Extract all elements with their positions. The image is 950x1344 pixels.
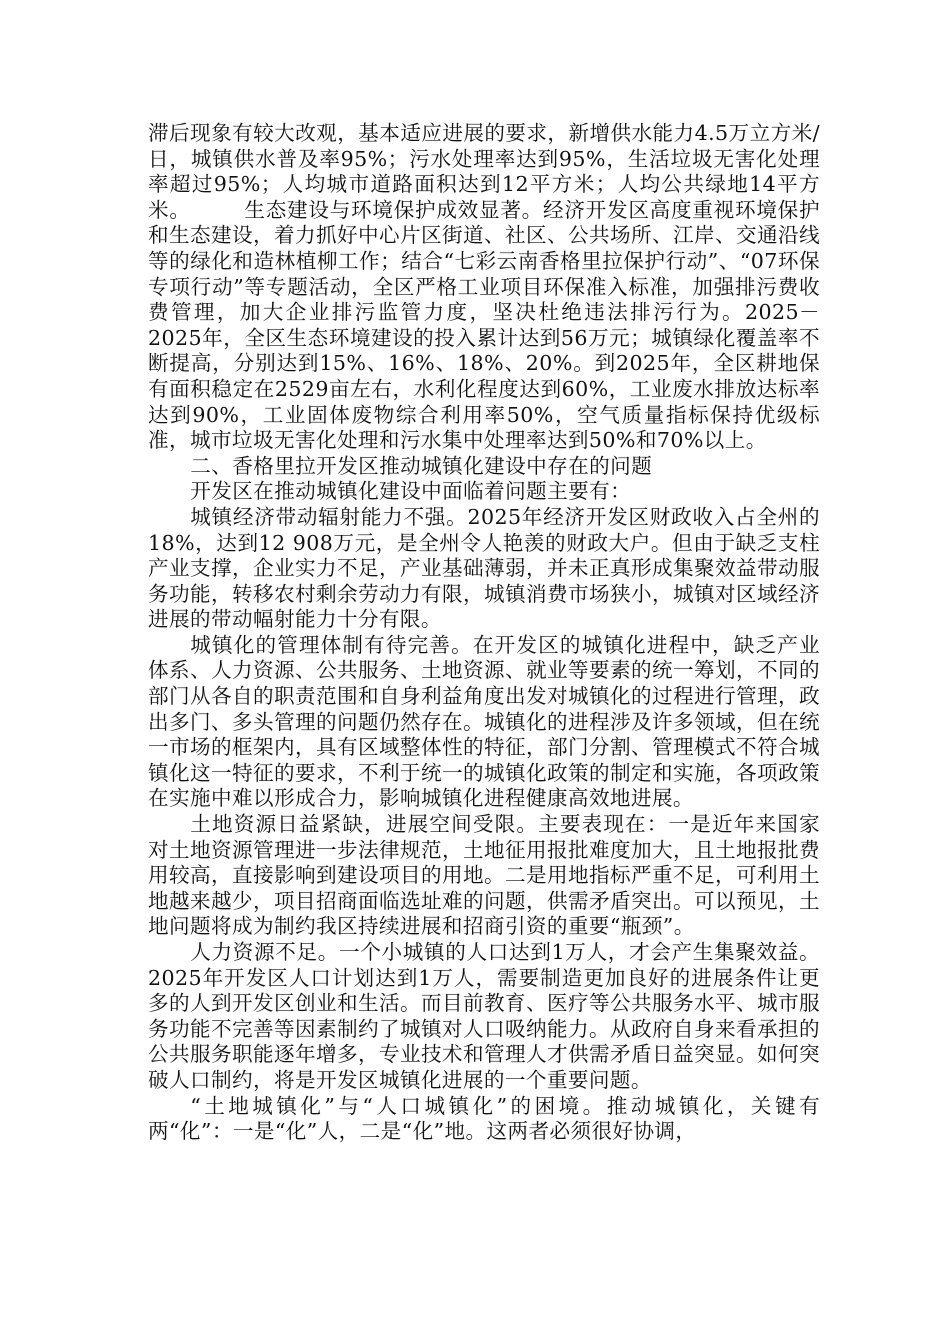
paragraph-management-system: 城镇化的管理体制有待完善。在开发区的城镇化进程中，缺乏产业体系、人力资源、公共服务、土地资源、就业等要素的统一筹划，不同的部门从各自的职责范围和自身利益角度出发对城镇化的过程进行管理，政出多门、多头管理的问题仍然存在。城镇化的进程涉及许多领域，但在统一市场的框架内，具有区域整体性的特征，部门分割、管理模式不符合城镇化这一特征的要求，不利于统一的城镇化政策的制定和实施，各项政策在实施中难以形成合力，影响城镇化进程健康高效地进展。 (148, 632, 820, 811)
paragraph-human-resources: 人力资源不足。一个小城镇的人口达到1万人，才会产生集聚效益。2025年开发区人口计划达到1万人，需要制造更加良好的进展条件让更多的人到开发区创业和生活。而目前教育、医疗等公共服务水平、城市服务功能不完善等因素制约了城镇对人口吸纳能力。从政府自身来看承担的公共服务职能逐年增多，专业技术和管理人才供需矛盾日益突显。如何突破人口制约，将是开发区城镇化进展的一个重要问题。 (148, 940, 820, 1092)
paragraph-problems-intro: 开发区在推动城镇化建设中面临着问题主要有： (190, 479, 632, 504)
paragraph-land-resources: 土地资源日益紧缺，进展空间受限。主要表现在：一是近年来国家对土地资源管理进一步法律规范，土地征用报批难度加大，且土地报批费用较高，直接影响到建设项目的用地。二是用地指标严重不足，可利用土地越来越少，项目招商面临选址难的问题，供需矛盾突出。可以预见，土地问题将成为制约我区持续进展和招商引资的重要“瓶颈”。 (148, 812, 820, 939)
paragraph-water-and-ecology: 滞后现象有较大改观，基本适应进展的要求，新增供水能力4.5万立方米/日，城镇供水普及率95%；污水处理率达到95%，生活垃圾无害化处理率超过95%；人均城市道路面积达到12平方米；人均公共绿地14平方米。 生态建设与环境保护成效显著。经济开发区高度重视环境保护和生态建设，着力抓好中心片区街道、社区、公共场所、江岸、交通沿线等的绿化和造林植柳工作；结合“七彩云南香格里拉保护行动”、“07环保专项行动”等专题活动，全区严格工业项目环保准入标准，加强排污费收费管理，加大企业排污监管力度，坚决杜绝违法排污行为。2025－2025年，全区生态环境建设的投入累计达到56万元；城镇绿化覆盖率不断提高，分别达到15%、16%、18%、20%。到2025年，全区耕地保有面积稳定在2529亩左右，水利化程度达到60%，工业废水排放达标率达到90%，工业固体废物综合利用率50%，空气质量指标保持优级标准，城市垃圾无害化处理和污水集中处理率达到50%和70%以上。 (148, 121, 820, 453)
paragraph-land-vs-population-urbanization: “土地城镇化”与“人口城镇化”的困境。推动城镇化，关键有两“化”：一是“化”人，二是“化”地。这两者必须很好协调， (148, 1093, 820, 1144)
paragraph-economic-radiation: 城镇经济带动辐射能力不强。2025年经济开发区财政收入占全州的 18%，达到12 908万元，是全州令人艳羡的财政大户。但由于缺乏支柱产业支撑，企业实力不足，产业基础薄弱，并未正真形成集聚效益带动服务功能，转移农村剩余劳动力有限，城镇消费市场狭小，城镇对区域经济进展的带动幅射能力十分有限。 (148, 504, 820, 632)
document-body (148, 121, 820, 1145)
section-heading-problems: 二、香格里拉开发区推动城镇化建设中存在的问题 (190, 453, 653, 478)
